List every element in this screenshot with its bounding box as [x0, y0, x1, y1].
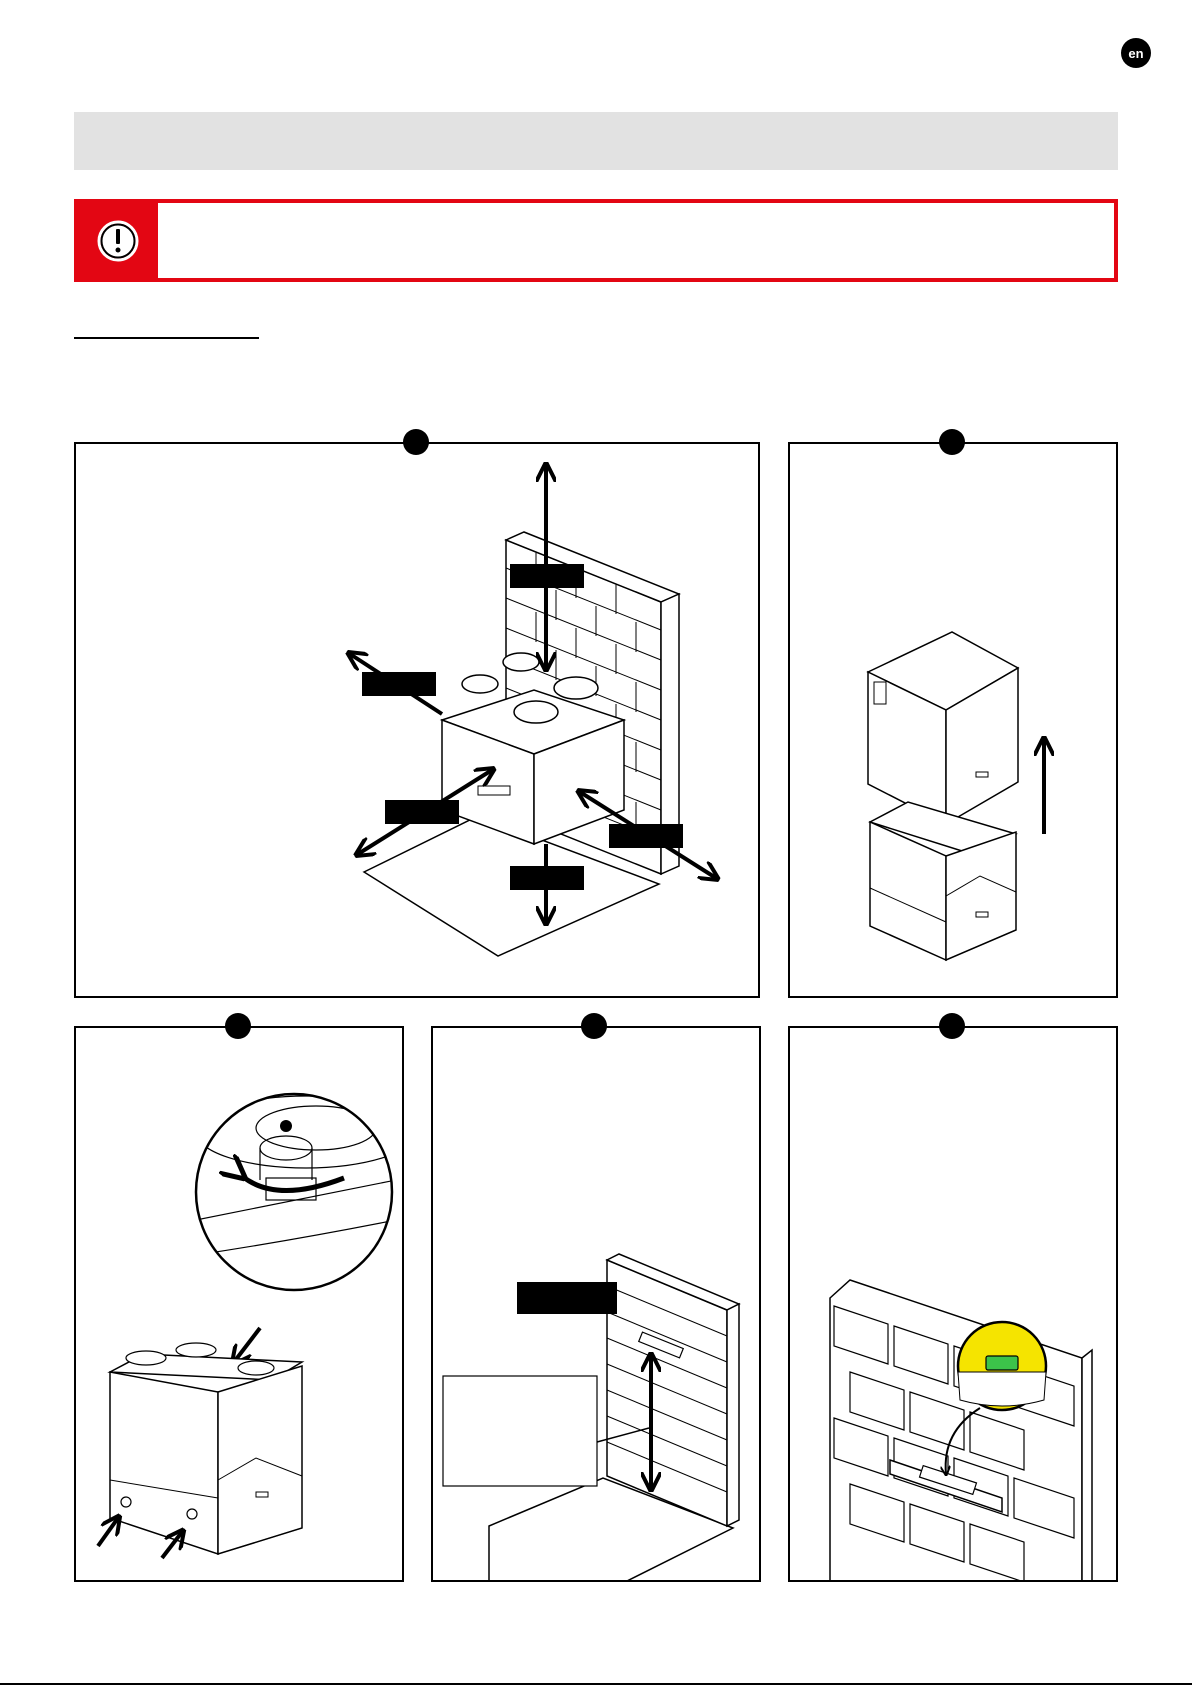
- warning-icon-box: [78, 203, 158, 278]
- panel-2-unpack: [788, 442, 1118, 998]
- panel-1-clearance: [74, 442, 760, 998]
- section-heading-underline: [74, 337, 259, 339]
- step-marker-1: [403, 429, 429, 455]
- step-marker-5: [939, 1013, 965, 1039]
- bracket-height-illustration: [433, 1028, 761, 1582]
- clearance-illustration: [76, 444, 760, 998]
- panel-3-transport-screws: [74, 1026, 404, 1582]
- transport-screws-illustration: [76, 1028, 404, 1582]
- title-bar: [74, 112, 1118, 170]
- step-marker-4: [581, 1013, 607, 1039]
- level-bracket-illustration: [790, 1028, 1118, 1582]
- warning-box: [74, 199, 1118, 282]
- language-badge: en: [1121, 38, 1151, 68]
- exclamation-circle-icon: [94, 217, 142, 265]
- step-marker-3: [225, 1013, 251, 1039]
- unpack-illustration: [790, 444, 1118, 998]
- panel-5-level-bracket: [788, 1026, 1118, 1582]
- panel-4-bracket-height: [431, 1026, 761, 1582]
- step-marker-2: [939, 429, 965, 455]
